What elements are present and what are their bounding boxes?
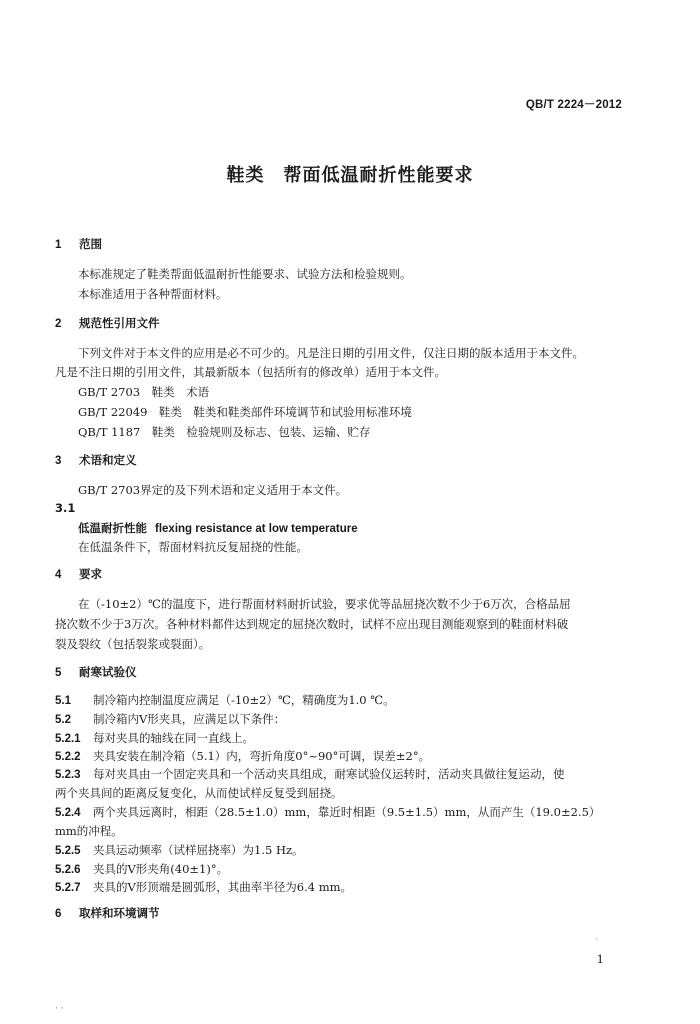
clause-number: 5.2.6	[55, 864, 81, 876]
page-number: 1	[596, 952, 604, 966]
clause-number: 5.2.1	[55, 733, 81, 745]
section-number: 3	[55, 455, 62, 467]
clause-text: 每对夹具由一个固定夹具和一个活动夹具组成，耐寒试验仪运转时，活动夹具做往复运动，使	[93, 767, 565, 781]
clause-5-2-1	[55, 730, 630, 747]
clause-number: 5.2.2	[55, 751, 81, 763]
reference-item: GB/T 22049 鞋类 鞋类和鞋类部件环境调节和试验用标准环境	[78, 405, 412, 419]
paragraph: GB/T 2703界定的及下列术语和定义适用于本文件。	[78, 483, 348, 497]
section-1-heading	[55, 236, 630, 253]
clause-number: 5.2.3	[55, 769, 81, 781]
section-number: 4	[55, 569, 62, 581]
scan-corner-mark: · ·	[55, 1004, 64, 1014]
reference-item: GB/T 2703 鞋类 术语	[78, 385, 210, 399]
clause-text: 每对夹具的轴线在同一直线上。	[93, 731, 254, 745]
section-2-heading	[55, 315, 630, 332]
paragraph-line: 凡是不注日期的引用文件，其最新版本（包括所有的修改单）适用于本文件。	[55, 365, 446, 379]
clause-5-2-7	[55, 879, 630, 896]
clause-number: 5.2.4	[55, 807, 81, 819]
reference-item: QB/T 1187 鞋类 检验规则及标志、包装、运输、贮存	[78, 425, 371, 439]
term-entry	[78, 520, 630, 537]
clause-5-2-6	[55, 861, 630, 878]
clause-5-2-5	[55, 842, 630, 859]
term-chinese: 低温耐折性能	[78, 521, 147, 535]
paragraph-line: 在（-10±2）℃的温度下，进行帮面材料耐折试验，要求优等品屈挠次数不少于6万次，合格品屈	[78, 597, 571, 611]
section-3-heading	[55, 452, 630, 469]
clause-text: 两个夹具远离时，相距（28.5±1.0）mm，靠近时相距（9.5±1.5）mm，从而产生（19.0±2.5）	[93, 805, 601, 819]
clause-text: 夹具安装在制冷箱（5.1）内，弯折角度0°~90°可调，误差±2°。	[93, 749, 431, 763]
paragraph: 本标准适用于各种帮面材料。	[78, 287, 228, 301]
section-5-heading	[55, 664, 630, 681]
section-4-heading	[55, 566, 630, 583]
scan-dot-mark: ·	[595, 935, 598, 944]
clause-text: 夹具运动频率（试样屈挠率）为1.5 Hz。	[93, 843, 304, 857]
clause-number: 5.1	[55, 695, 71, 707]
clause-text: 夹具的V形夹角(40±1)°。	[93, 862, 229, 876]
section-title: 术语和定义	[79, 453, 137, 467]
clause-text: 制冷箱内控制温度应满足（-10±2）℃，精确度为1.0 ℃。	[93, 693, 395, 707]
section-number: 2	[55, 318, 62, 330]
clause-number: 5.2.7	[55, 882, 81, 894]
section-number: 6	[55, 908, 62, 920]
section-number: 1	[55, 239, 62, 251]
clause-5-2-2	[55, 748, 630, 765]
term-definition: 在低温条件下，帮面材料抗反复屈挠的性能。	[78, 540, 308, 554]
subsection-number: 3.1	[55, 501, 76, 515]
clause-5-1	[55, 692, 630, 709]
clause-number: 5.2.5	[55, 845, 81, 857]
clause-5-2-4	[55, 804, 630, 821]
section-title: 范围	[79, 237, 102, 251]
standard-code: QB/T 2224－2012	[525, 99, 622, 111]
section-title: 耐寒试验仪	[79, 665, 137, 679]
paragraph-line: 裂及裂纹（包括裂浆或裂面）。	[55, 637, 211, 651]
section-title: 取样和环境调节	[79, 906, 160, 920]
clause-number: 5.2	[55, 714, 71, 726]
term-english: flexing resistance at low temperature	[155, 523, 358, 535]
clause-text: 夹具的V形顶端是圆弧形，其曲率半径为6.4 mm。	[93, 880, 353, 894]
section-title: 规范性引用文件	[79, 316, 160, 330]
paragraph-line: 挠次数不少于3万次。各种材料都件达到规定的屈挠次数时，试样不应出现目测能观察到的鞋面材料破	[55, 617, 569, 631]
clause-text: 制冷箱内V形夹具，应满足以下条件：	[93, 712, 286, 726]
clause-continuation: 两个夹具间的距离反复变化，从而使试样反复受到屈挠。	[55, 786, 343, 800]
page-title: 鞋类 帮面低温耐折性能要求	[226, 165, 474, 186]
clause-5-2	[55, 711, 630, 728]
section-title: 要求	[79, 567, 102, 581]
section-number: 5	[55, 667, 62, 679]
paragraph-line: 下列文件对于本文件的应用是必不可少的。凡是注日期的引用文件，仅注日期的版本适用于本文件。	[78, 346, 584, 360]
clause-continuation: mm的冲程。	[55, 824, 123, 838]
paragraph: 本标准规定了鞋类帮面低温耐折性能要求、试验方法和检验规则。	[78, 267, 412, 281]
section-6-heading	[55, 905, 630, 922]
clause-5-2-3	[55, 766, 630, 783]
